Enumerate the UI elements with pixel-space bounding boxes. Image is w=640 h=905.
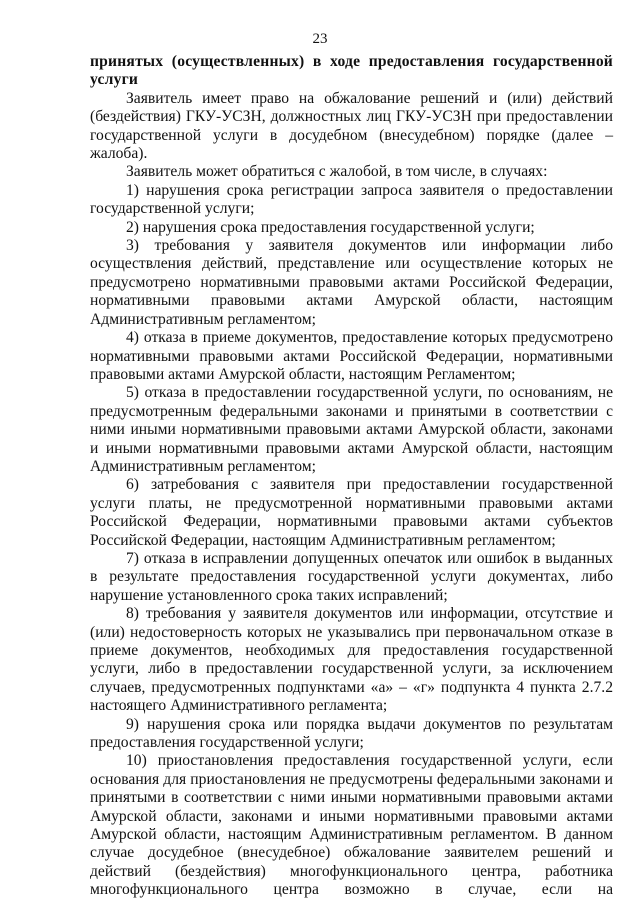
- list-item-6: 6) затребования с заявителя при предоставлении государственной услуги платы, не предусмотренной нормативными правовыми актами Российской Федерации, нормативными правовыми актами субъектов Российской Федерации, настоящим Административным регламентом;: [90, 476, 613, 549]
- list-item-9: 9) нарушения срока или порядка выдачи документов по результатам предоставления государственной услуги;: [90, 715, 613, 752]
- section-heading-continuation: принятых (осуществленных) в ходе предоставления государственной услуги: [90, 53, 613, 89]
- document-body: [90, 53, 613, 900]
- list-item-2: 2) нарушения срока предоставления государственной услуги;: [126, 218, 535, 236]
- list-item-5: 5) отказа в предоставлении государственной услуги, по основаниям, не предусмотренным федеральными законами и принятыми в соответствии с ними иными нормативными правовыми актами Амурской области, законами и иными нормативными правовыми актами Амурской области, настоящим Административным регламентом;: [90, 384, 613, 475]
- list-item-7: 7) отказа в исправлении допущенных опечаток или ошибок в выданных в результате предоставления государственной услуги документах, либо нарушение установленного срока таких исправлений;: [90, 549, 613, 604]
- list-item-8: 8) требования у заявителя документов или информации, отсутствие и (или) недостоверность которых не указывались при первоначальном отказе в приеме документов, необходимых для предоставления государственной услуги, либо в предоставлении государственной услуги, за исключением случаев, предусмотренных подпунктами «а» – «г» подпункта 4 пункта 2.7.2 настоящего Административного регламента;: [90, 605, 613, 715]
- list-item-3: 3) требования у заявителя документов или информации либо осуществления действий, представление или осуществление которых не предусмотрено нормативными правовыми актами Российской Федерации, нормативными правовыми актами Амурской области, настоящим Административным регламентом;: [90, 237, 613, 328]
- list-item-1: 1) нарушения срока регистрации запроса заявителя о предоставлении государственной услуги;: [90, 181, 613, 218]
- paragraph-cases-intro: Заявитель может обратиться с жалобой, в том числе, в случаях:: [126, 163, 548, 181]
- page-number: 23: [312, 31, 328, 47]
- paragraph-intro: Заявитель имеет право на обжалование решений и (или) действий (бездействия) ГКУ-УСЗН, должностных лиц ГКУ-УСЗН при предоставлении государственной услуги в досудебном (внесудебном) порядке (далее – жалоба).: [90, 89, 613, 163]
- list-item-4: 4) отказа в приеме документов, предоставление которых предусмотрено нормативными правовыми актами Российской Федерации, нормативными правовыми актами Амурской области, настоящим Регламентом;: [90, 329, 613, 383]
- list-item-10: 10) приостановления предоставления государственной услуги, если основания для приостановления не предусмотрены федеральными законами и принятыми в соответствии с ними иными нормативными правовыми актами Амурской области, законами и иными нормативными правовыми актами Амурской области, настоящим Административным регламентом. В данном случае досудебное (внесудебное) обжалование заявителем решений и действий (бездействия) многофункционального центра, работника многофункционального центра возможно в случае, если на: [90, 752, 613, 899]
